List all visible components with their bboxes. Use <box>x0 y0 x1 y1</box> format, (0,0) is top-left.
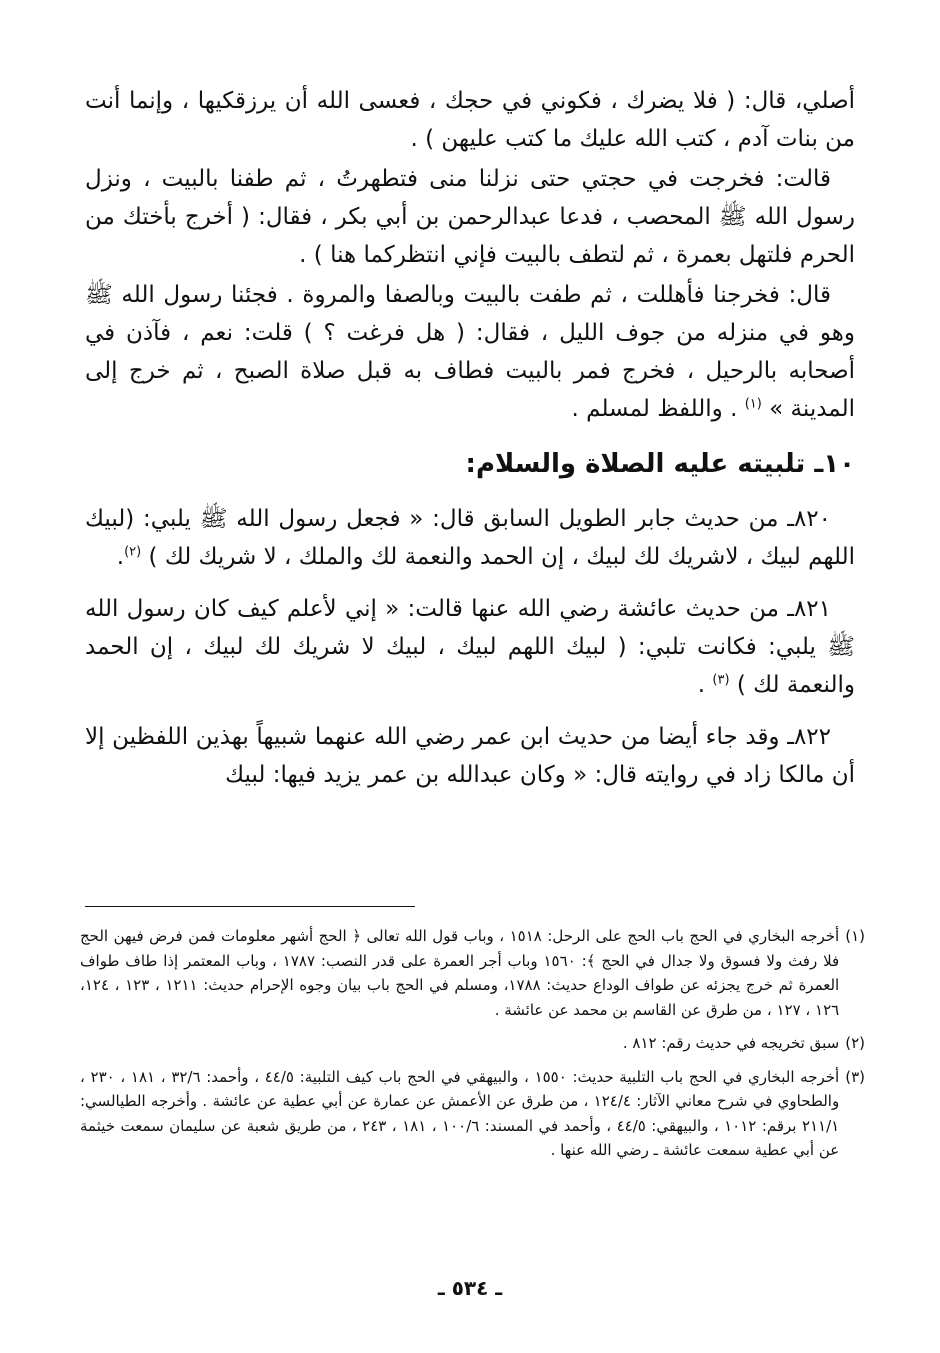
paragraph-return-end: . واللفظ لمسلم . <box>571 396 745 422</box>
paragraph-departure: قالت: فخرجت في حجتي حتى نزلنا منى فتطهرتُ ، ثم طفنا بالبيت ، ونزل رسول الله ﷺ المحصب ، فدعا عبدالرحمن بن أبي بكر ، فقال: ( أخرج بأختك من الحرم فلتهل بعمرة ، ثم لتطف بالبيت فإني انتظركما هنا ) . <box>85 166 855 268</box>
hadith-821-end: . <box>697 672 713 698</box>
hadith-820-end: . <box>116 544 125 570</box>
footnote-item <box>80 1031 865 1056</box>
hadith-821-text: ٨٢١ـ من حديث عائشة رضي الله عنها قالت: « إني لأعلم كيف كان رسول الله ﷺ يلبي: فكانت تلبي: ( لبيك اللهم لبيك ، لبيك لا شريك لك لبيك ، إن الحمد والنعمة لك ) <box>85 596 855 698</box>
footnote-number: (٣) <box>845 1067 865 1086</box>
section-heading: ١٠ـ تلبيته عليه الصلاة والسلام: <box>465 449 855 479</box>
footnotes <box>80 924 865 1172</box>
main-text <box>85 82 855 794</box>
page-number: ـ ٥٣٤ ـ <box>437 1276 503 1300</box>
footnote-item <box>80 924 865 1022</box>
footnote-ref-1: (١) <box>744 396 762 412</box>
footnote-ref-2: (٢) <box>124 544 142 560</box>
footnote-number: (٢) <box>845 1034 865 1052</box>
footnote-text: أخرجه البخاري في الحج باب الحج على الرحل: ١٥١٨ ، وباب قول الله تعالى ﴿ الحج أشهر معلومات فمن فرض فيهن الحج فلا رفث ولا فسوق ولا جدال في الحج ﴾: ١٥٦٠ وباب أجر العمرة على قدر النصب: ١٧٨٧ ، وباب المعتمر إذا طاف طواف العمرة ثم خرج يجزئه عن طواف الوداع حديث: ١٧٨٨، ومسلم في الحج باب بيان وجوه الإحرام حديث: ١٢١١ ، ١٢٣ ، ١٢٤، ١٢٦ ، ١٢٧ ، من طرق عن القاسم بن محمد عن عائشة . <box>80 927 840 1019</box>
footnote-text: أخرجه البخاري في الحج باب التلبية حديث: ١٥٥٠ ، والبيهقي في الحج باب كيف التلبية: ٤٤/٥ ، وأحمد: ٣٢/٦ ، ١٨١ ، ٢٣٠ ، والطحاوي في شرح معاني الآثار: ١٢٤/٤ ، من طرق عن الأعمش عن عمارة عن أبي عطية عن عائشة . وأخرجه الطيالسي: ٢١١/١ برقم: ١٠١٢ ، والبيهقي: ٤٤/٥ ، وأحمد في المسند: ١٠٠/٦ ، ١٨١ ، ٢٤٣ ، من طريق شعبة عن سليمان سمعت خيثمة عن أبي عطية سمعت عائشة ـ رضي الله عنها . <box>80 1067 840 1159</box>
footnote-divider <box>85 906 415 907</box>
paragraph-continuation: أصلي، قال: ( فلا يضرك ، فكوني في حجك ، فعسى الله أن يرزقكيها ، وإنما أنت من بنات آدم ، كتب الله عليك ما كتب عليهن ) . <box>85 88 855 152</box>
footnote-number: (١) <box>845 927 865 945</box>
footnote-text: سبق تخريجه في حديث رقم: ٨١٢ . <box>622 1034 840 1052</box>
hadith-821 <box>85 590 855 704</box>
hadith-820-text: ٨٢٠ـ من حديث جابر الطويل السابق قال: « فجعل رسول الله ﷺ يلبي: (لبيك اللهم لبيك ، لاشريك لك لبيك ، إن الحمد والنعمة لك والملك ، لا شريك لك ) <box>85 506 855 570</box>
hadith-822: ٨٢٢ـ وقد جاء أيضا من حديث ابن عمر رضي الله عنهما شبيهاً بهذين اللفظين إلا أن مالكا زاد في روايته قال: « وكان عبدالله بن عمر يزيد فيها: لبيك <box>85 724 855 788</box>
paragraph-return <box>85 276 855 428</box>
footnote-ref-3: (٣) <box>712 672 730 688</box>
paragraph-return-text: قال: فخرجنا فأهللت ، ثم طفت بالبيت وبالصفا والمروة . فجئنا رسول الله ﷺ وهو في منزله من جوف الليل ، فقال: ( هل فرغت ؟ ) قلت: نعم ، فآذن في أصحابه بالرحيل ، فخرج فمر بالبيت فطاف به قبل صلاة الصبح ، ثم خرج إلى المدينة » <box>85 282 855 422</box>
hadith-820 <box>85 500 855 576</box>
footnote-item <box>80 1065 865 1163</box>
